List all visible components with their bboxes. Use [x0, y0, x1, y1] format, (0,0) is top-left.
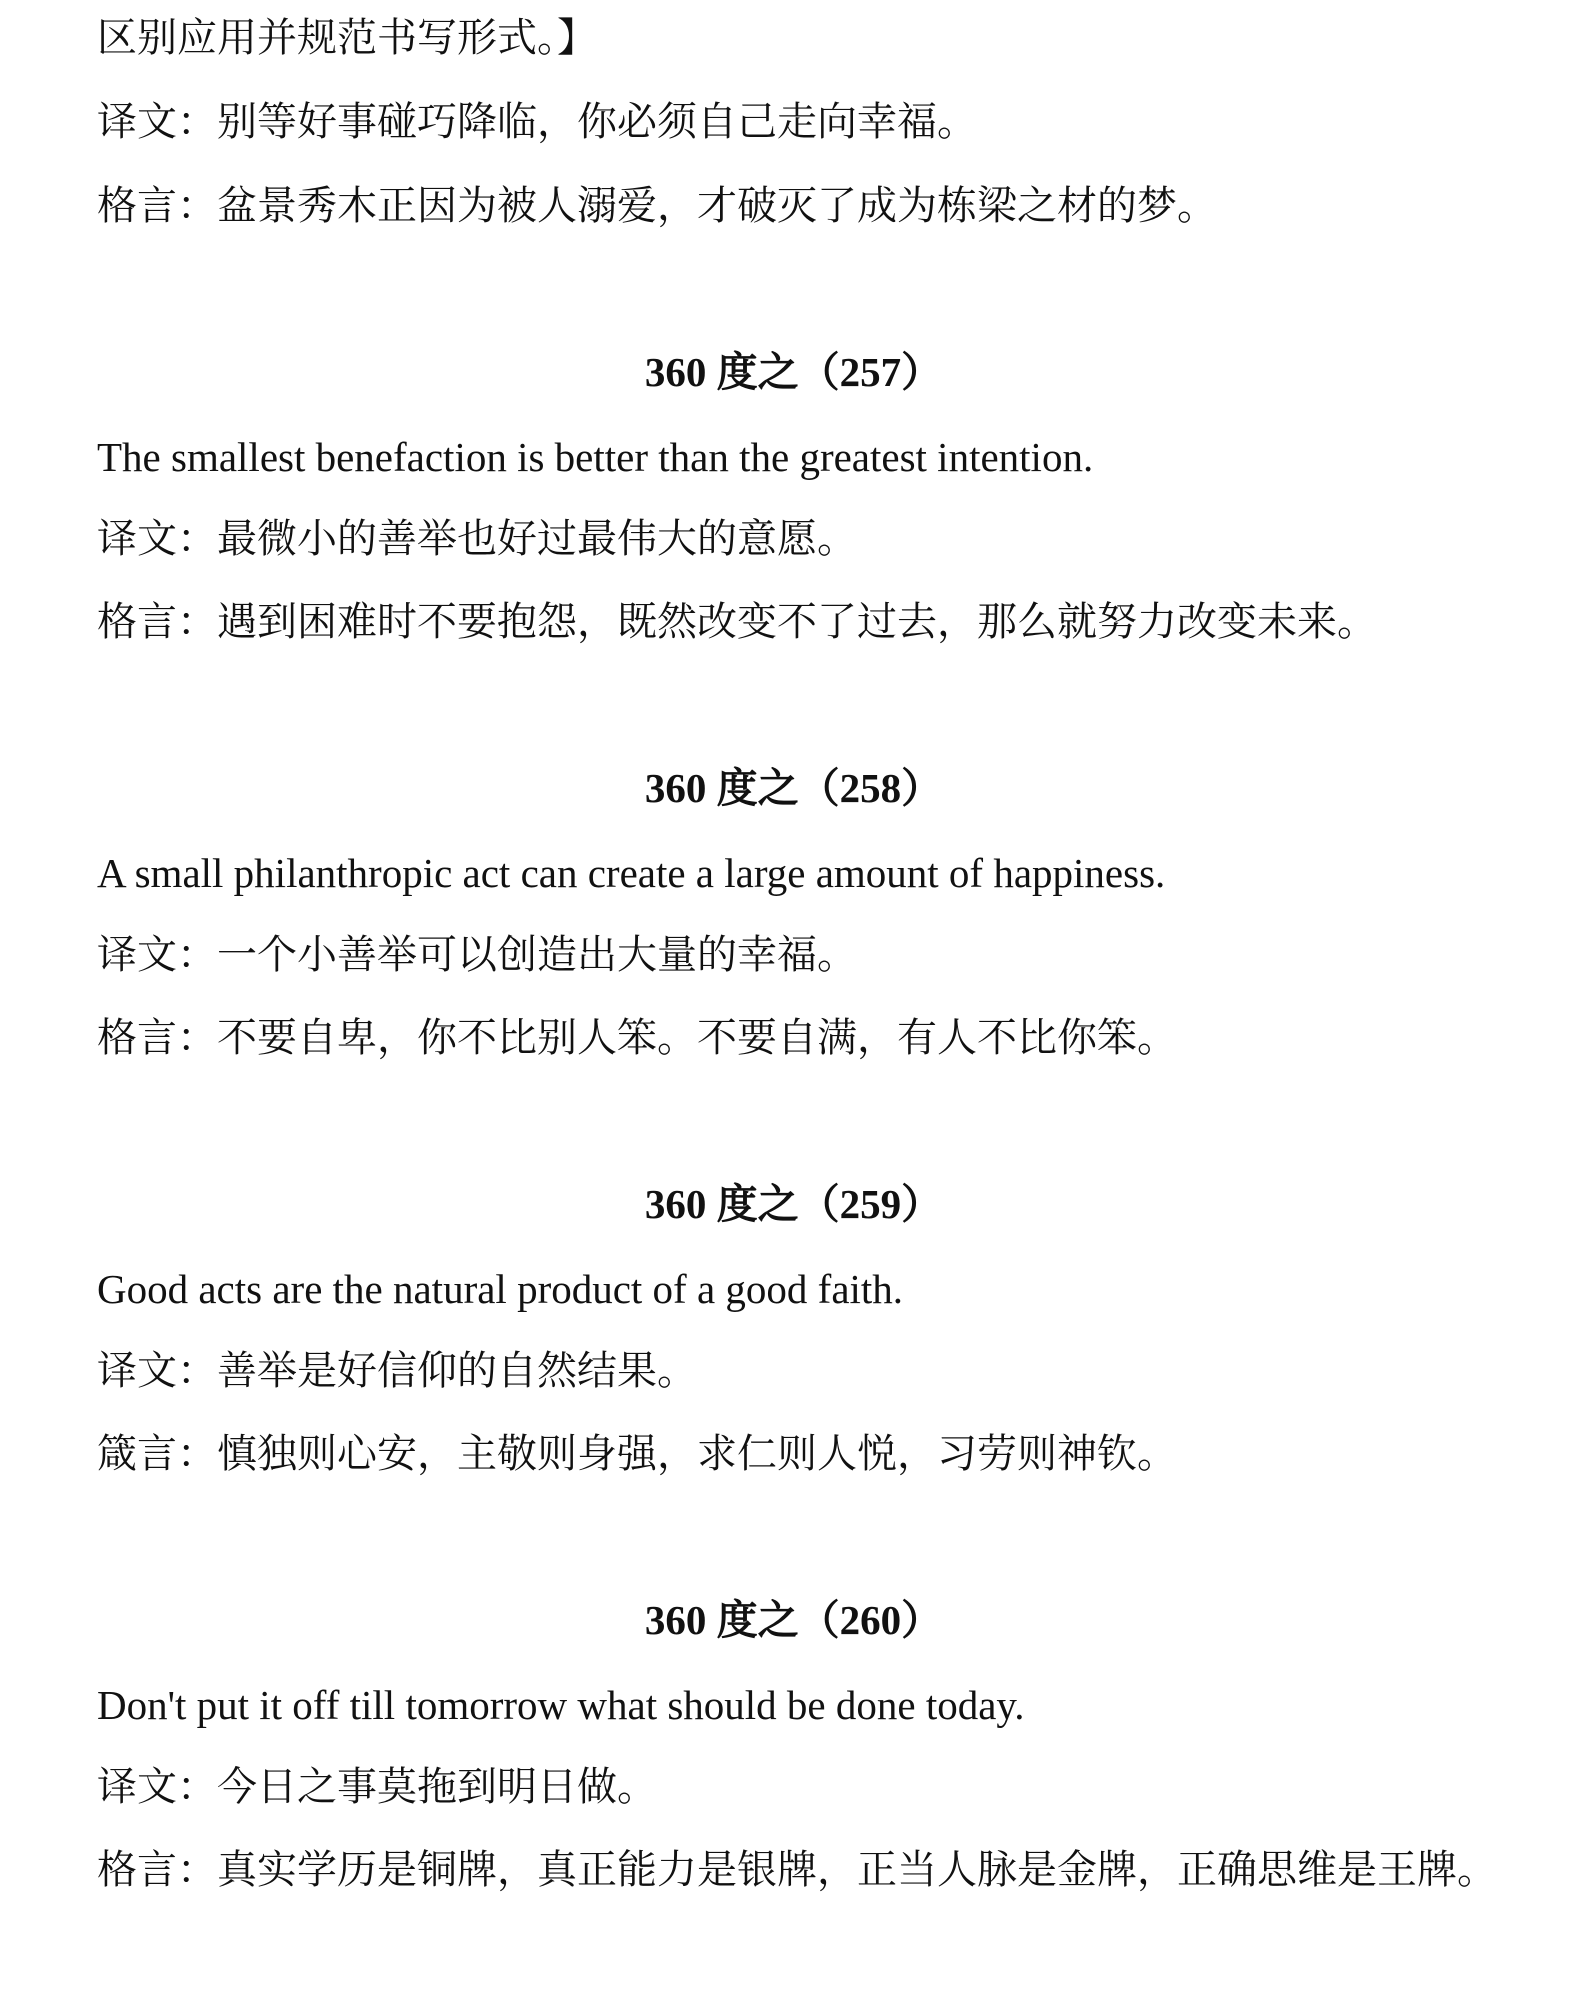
- entry-translation: 译文：善举是好信仰的自然结果。: [97, 1348, 697, 1394]
- entry-english: A small philanthropic act can create a large amount of happiness.: [97, 850, 1166, 896]
- entry-translation: 译文：最微小的善举也好过最伟大的意愿。: [97, 516, 857, 562]
- intro-line: 区别应用并规范书写形式。】: [97, 15, 597, 61]
- entry-english: Don't put it off till tomorrow what should be done today.: [97, 1682, 1025, 1728]
- entry-heading: 360 度之（257）: [644, 349, 943, 395]
- entry-maxim: 格言：不要自卑，你不比别人笨。不要自满，有人不比你笨。: [97, 1015, 1177, 1061]
- entry-translation: 译文：今日之事莫拖到明日做。: [97, 1764, 657, 1810]
- entry-heading: 360 度之（258）: [644, 765, 943, 811]
- entry-maxim: 箴言：慎独则心安，主敬则身强，求仁则人悦，习劳则神钦。: [97, 1431, 1177, 1477]
- entry-english: Good acts are the natural product of a good faith.: [97, 1266, 904, 1312]
- entry-english: The smallest benefaction is better than the greatest intention.: [97, 434, 1094, 480]
- entry-heading: 360 度之（260）: [644, 1597, 943, 1643]
- intro-translation: 译文：别等好事碰巧降临，你必须自己走向幸福。: [97, 99, 977, 145]
- entry-translation: 译文：一个小善举可以创造出大量的幸福。: [97, 932, 857, 978]
- intro-maxim: 格言：盆景秀木正因为被人溺爱，才破灭了成为栋梁之材的梦。: [97, 183, 1217, 229]
- entry-maxim: 格言：真实学历是铜牌，真正能力是银牌，正当人脉是金牌，正确思维是王牌。: [97, 1847, 1497, 1893]
- entry-heading: 360 度之（259）: [644, 1181, 943, 1227]
- entry-maxim: 格言：遇到困难时不要抱怨，既然改变不了过去，那么就努力改变未来。: [97, 599, 1377, 645]
